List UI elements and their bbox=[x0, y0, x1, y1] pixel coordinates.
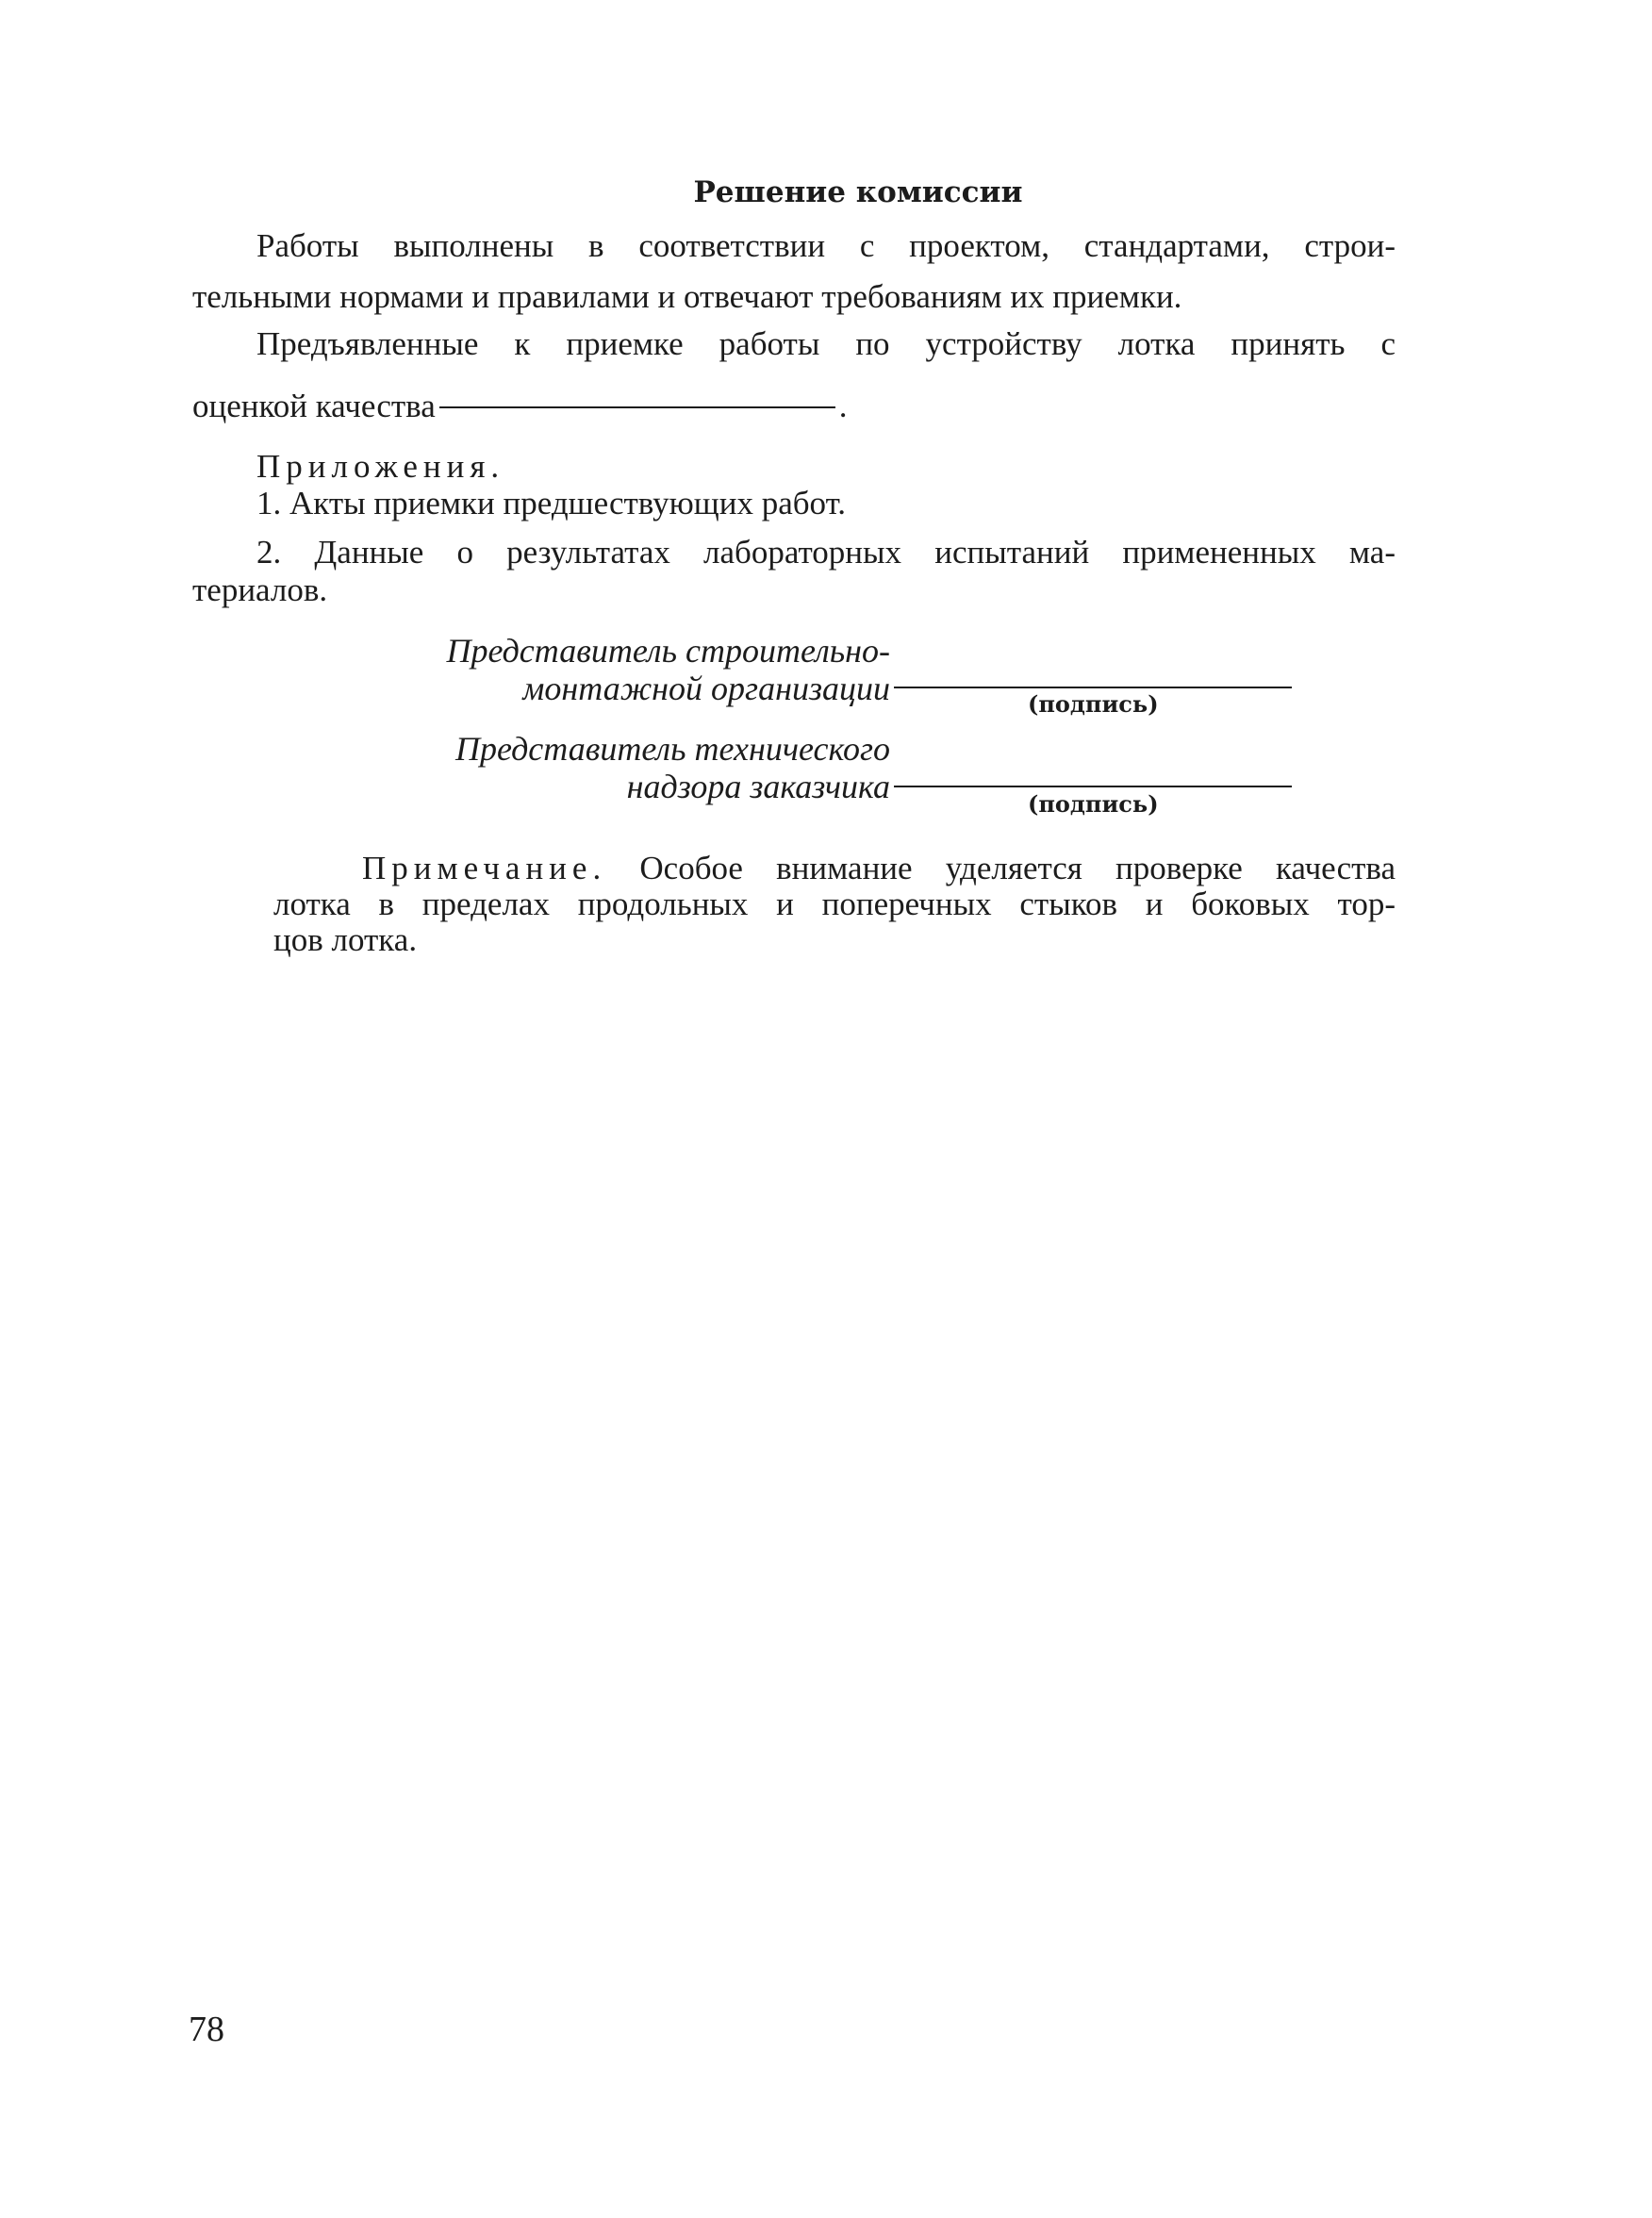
customer-supervision-representative-label bbox=[455, 730, 890, 805]
paragraph-line: тельными нормами и правилами и отвечают требованиям их приемки. bbox=[192, 278, 1182, 315]
commission-decision-paragraph bbox=[192, 221, 1396, 323]
note-line: лотка в пределах продольных и поперечных стыков и боковых тор- bbox=[273, 886, 1396, 922]
signature-label-line: Представитель технического bbox=[454, 730, 890, 768]
signature-label-line: надзора заказчика bbox=[626, 768, 890, 805]
appendix-item-1 bbox=[192, 485, 1396, 522]
quality-grade-blank[interactable] bbox=[439, 406, 835, 408]
appendix-item-2 bbox=[192, 534, 1396, 609]
acceptance-paragraph bbox=[192, 319, 1396, 370]
construction-signature-line[interactable] bbox=[894, 687, 1292, 688]
signature-label-line: Представитель строительно- bbox=[446, 632, 890, 670]
quality-grade-label: оценкой качества bbox=[192, 388, 436, 424]
page-number: 78 bbox=[189, 2010, 224, 2049]
appendices-title: Приложения. bbox=[256, 448, 505, 485]
appendix-item-text: териалов. bbox=[192, 571, 328, 608]
signature-label-line: монтажной организации bbox=[522, 670, 890, 707]
signature-caption: (подпись) bbox=[1028, 690, 1159, 718]
customer-signature-line[interactable] bbox=[894, 786, 1292, 787]
note-label: Примечание. bbox=[362, 850, 607, 886]
appendix-item-text: 1. Акты приемки предшествующих работ. bbox=[256, 485, 847, 521]
signature-caption: (подпись) bbox=[1028, 790, 1159, 818]
quality-grade-row bbox=[192, 381, 848, 432]
construction-representative-label bbox=[447, 632, 890, 707]
appendix-item-text: 2. Данные о результатах лабораторных испытаний примененных ма- bbox=[256, 534, 1396, 571]
note-text: Особое внимание уделяется проверке качества bbox=[639, 850, 1396, 886]
quality-grade-period: . bbox=[838, 388, 848, 424]
note-line bbox=[273, 851, 1396, 886]
paragraph-line: Предъявленные к приемке работы по устройству лотка принять с bbox=[256, 325, 1396, 362]
note-line: цов лотка. bbox=[273, 921, 418, 958]
section-heading: Решение комиссии bbox=[693, 175, 1023, 209]
paragraph-line: Работы выполнены в соответствии с проектом, стандартами, строи- bbox=[256, 227, 1396, 264]
note-paragraph bbox=[273, 851, 1396, 958]
